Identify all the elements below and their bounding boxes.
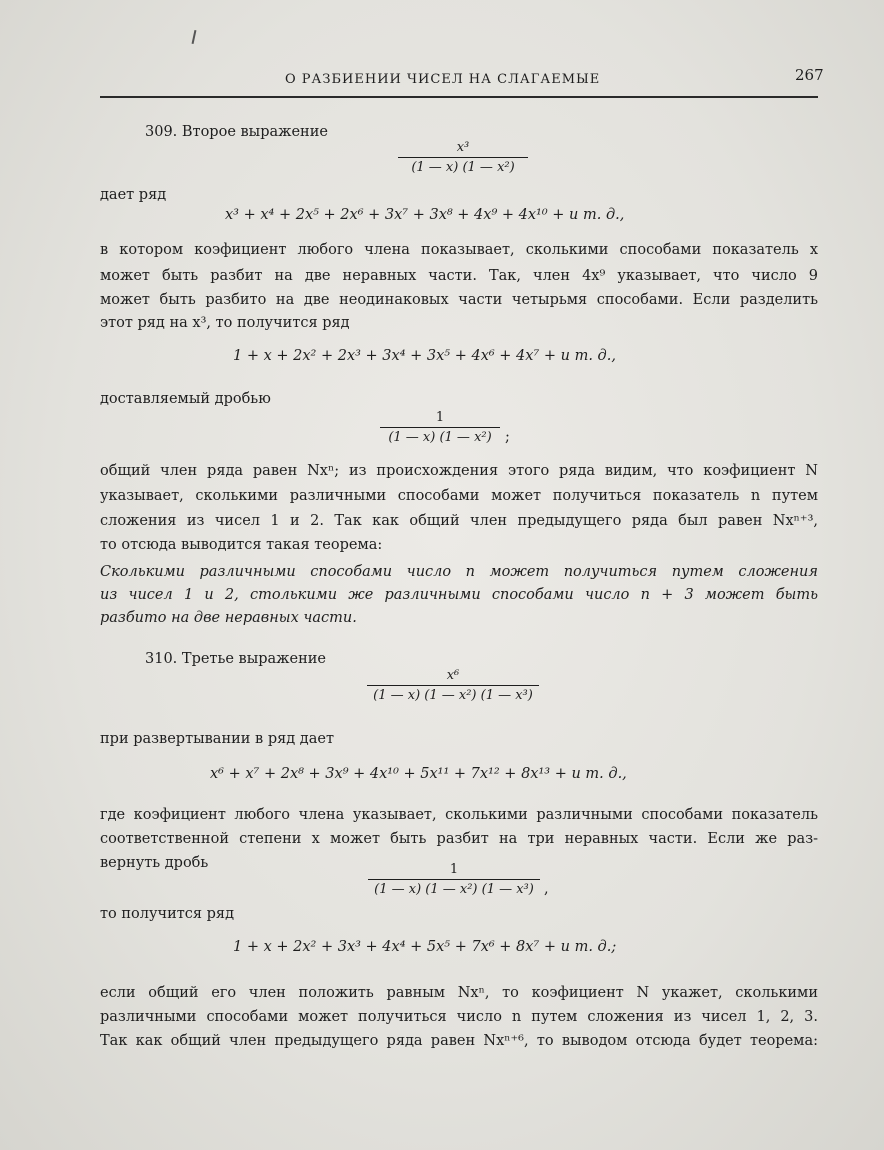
fraction-punctuation: , bbox=[544, 881, 549, 897]
para-310b-line-1: если общий его член положить равным Nxⁿ, то коэфициент N укажет, сколькими bbox=[100, 985, 818, 1001]
running-header: О РАЗБИЕНИИ ЧИСЕЛ НА СЛАГАЕМЫЕ bbox=[285, 72, 601, 87]
text-gives-series: дает ряд bbox=[100, 187, 167, 203]
theorem-309-line-2: из чисел 1 и 2, столькими же различными способами число n + 3 может быть bbox=[100, 587, 818, 603]
fraction-309-b bbox=[380, 410, 500, 445]
text-expansion: при развертывании в ряд дает bbox=[100, 731, 334, 747]
series-309-b: 1 + x + 2x² + 2x³ + 3x⁴ + 3x⁵ + 4x⁶ + 4x⁷ + и т. д., bbox=[233, 348, 616, 364]
fraction-310 bbox=[367, 668, 539, 703]
para-310-line-3: вернуть дробь bbox=[100, 855, 209, 871]
text-delivered-by-fraction: доставляемый дробью bbox=[100, 391, 271, 407]
para-309b-line-4: то отсюда выводится такая теорема: bbox=[100, 537, 383, 553]
fraction-punctuation: ; bbox=[505, 429, 510, 445]
para-309-line-1: в котором коэфициент любого члена показывает, сколькими способами показатель x bbox=[100, 242, 818, 258]
page-number: 267 bbox=[795, 66, 824, 84]
para-309b-line-3: сложения из чисел 1 и 2. Так как общий член предыдущего ряда был равен Nxⁿ⁺³, bbox=[100, 513, 818, 529]
series-309-a: x³ + x⁴ + 2x⁵ + 2x⁶ + 3x⁷ + 3x⁸ + 4x⁹ + 4x¹⁰ + и т. д., bbox=[225, 207, 625, 223]
para-309-line-3: может быть разбито на две неодинаковых части четырьмя способами. Если разделить bbox=[100, 292, 818, 308]
fraction-denominator: (1 — x) (1 — x²) bbox=[411, 160, 515, 175]
para-309-line-2: может быть разбит на две неравных части. Так, член 4x⁹ указывает, что число 9 bbox=[100, 268, 818, 284]
section-309-heading: 309. Второе выражение bbox=[145, 124, 328, 140]
fraction-numerator: x³ bbox=[456, 140, 470, 155]
para-310-line-2: соответственной степени x может быть разбит на три неравных части. Если же раз- bbox=[100, 831, 818, 847]
fraction-denominator: (1 — x) (1 — x²) bbox=[388, 430, 492, 445]
para-310b-line-3: Так как общий член предыдущего ряда равен Nxⁿ⁺⁶, то выводом отсюда будет теорема: bbox=[100, 1033, 818, 1049]
para-309b-line-1: общий член ряда равен Nxⁿ; из происхождения этого ряда видим, что коэфициент N bbox=[100, 463, 818, 479]
para-310-line-1: где коэфициент любого члена указывает, сколькими различными способами показатель bbox=[100, 807, 818, 823]
fraction-310-b bbox=[368, 862, 540, 897]
para-310b-line-2: различными способами может получиться число n путем сложения из чисел 1, 2, 3. bbox=[100, 1009, 818, 1025]
fraction-numerator: x⁶ bbox=[446, 668, 460, 683]
section-310-heading: 310. Третье выражение bbox=[145, 651, 326, 667]
pencil-mark bbox=[192, 30, 197, 44]
header-rule bbox=[100, 96, 818, 98]
para-309b-line-2: указывает, сколькими различными способами может получиться показатель n путем bbox=[100, 488, 818, 504]
fraction-309 bbox=[398, 140, 528, 175]
series-310-a: x⁶ + x⁷ + 2x⁸ + 3x⁹ + 4x¹⁰ + 5x¹¹ + 7x¹² + 8x¹³ + и т. д., bbox=[210, 766, 627, 782]
fraction-denominator: (1 — x) (1 — x²) (1 — x³) bbox=[374, 882, 534, 897]
fraction-numerator: 1 bbox=[435, 410, 445, 425]
fraction-denominator: (1 — x) (1 — x²) (1 — x³) bbox=[373, 688, 533, 703]
theorem-309-line-3: разбито на две неравных части. bbox=[100, 610, 357, 626]
text-then-series: то получится ряд bbox=[100, 906, 235, 922]
para-309-line-4: этот ряд на x³, то получится ряд bbox=[100, 315, 350, 331]
series-310-b: 1 + x + 2x² + 3x³ + 4x⁴ + 5x⁵ + 7x⁶ + 8x⁷ + и т. д.; bbox=[233, 939, 617, 955]
theorem-309-line-1: Сколькими различными способами число n может получиться путем сложения bbox=[100, 564, 818, 580]
fraction-numerator: 1 bbox=[449, 862, 459, 877]
